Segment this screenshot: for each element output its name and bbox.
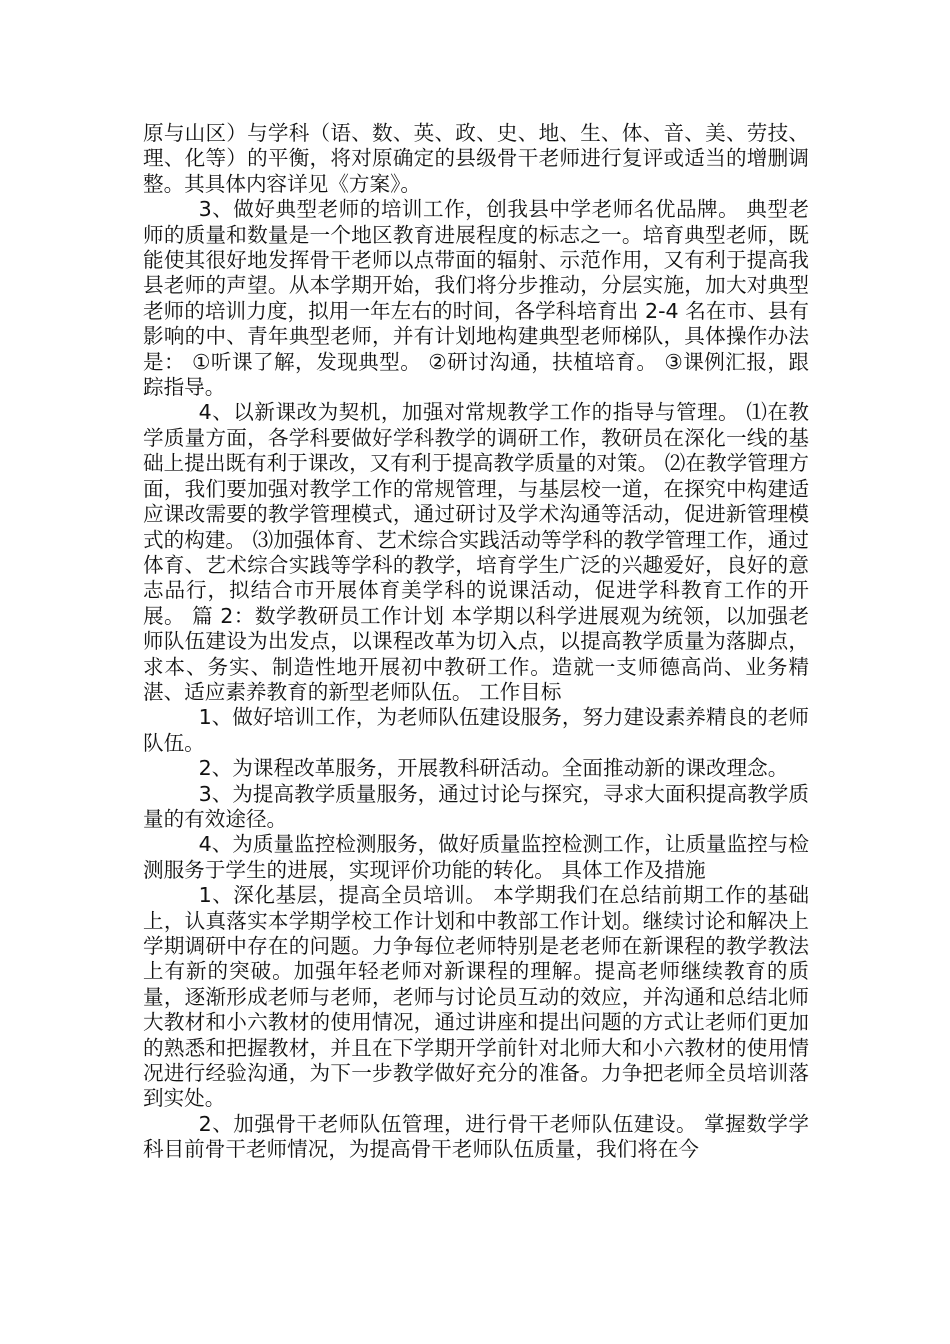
paragraph-goal-4: 4、为质量监控检测服务，做好质量监控检测工作，让质量监控与检测服务于学生的进展，实现评价功能的转化。 具体工作及措施: [143, 832, 809, 882]
paragraph-goal-2: 2、为课程改革服务，开展教科研活动。全面推动新的课改理念。: [198, 756, 789, 781]
paragraph-goal-3: 3、为提高教学质量服务，通过讨论与探究，寻求大面积提高教学质量的有效途径。: [143, 781, 809, 831]
paragraph-measure-1: 1、深化基层，提高全员培训。 本学期我们在总结前期工作的基础上，认真落实本学期学校工作计划和中教部工作计划。继续讨论和解决上学期调研中存在的问题。力争每位老师特别是老老师在新课程的教学教法上有新的突破。加强年轻老师对新课程的理解。提高老师继续教育的质量，逐渐形成老师与老师，老师与讨论员互动的效应，并沟通和总结北师大教材和小六教材的使用情况，通过讲座和提出问题的方式让老师们更加的熟悉和把握教材，并且在下学期开学前针对北师大和小六教材的使用情况进行经验沟通，为下一步教学做好充分的准备。力争把老师全员培训落到实处。: [143, 883, 809, 1111]
document-body: [143, 121, 809, 1163]
paragraph-measure-2: 2、加强骨干老师队伍管理，进行骨干老师队伍建设。 掌握数学学科目前骨干老师情况，为提高骨干老师队伍质量，我们将在今: [143, 1111, 809, 1162]
paragraph-continuation: 原与山区）与学科（语、数、英、政、史、地、生、体、音、美、劳技、理、化等）的平衡，将对原确定的县级骨干老师进行复评或适当的增删调整。其具体内容详见《方案》。: [143, 121, 809, 196]
paragraph-item-3-typical-teachers: 3、做好典型老师的培训工作，创我县中学老师名优品牌。 典型老师的质量和数量是一个地区教育进展程度的标志之一。培育典型老师，既能使其很好地发挥骨干老师以点带面的辐射、示范作用，又有利于提高我县老师的声望。从本学期开始，我们将分步推动，分层实施，加大对典型老师的培训力度，拟用一年左右的时间，各学科培育出 2-4 名在市、县有影响的中、青年典型老师，并有计划地构建典型老师梯队，具体操作办法是： ①听课了解，发现典型。 ②研讨沟通，扶植培育。 ③课例汇报，跟踪指导。: [143, 197, 809, 400]
paragraph-goal-1: 1、做好培训工作，为老师队伍建设服务，努力建设素养精良的老师队伍。: [143, 705, 809, 755]
paragraph-item-4-curriculum-reform: 4、以新课改为契机，加强对常规教学工作的指导与管理。 ⑴在教学质量方面，各学科要做好学科教学的调研工作，教研员在深化一线的基础上提出既有利于课改，又有利于提高教学质量的对策。 ⑵在教学管理方面，我们要加强对教学工作的常规管理，与基层校一道，在探究中构建适应课改需要的教学管理模式，通过研讨及学术沟通等活动，促进新管理模式的构建。 ⑶加强体育、艺术综合实践活动等学科的教学管理工作，通过体育、艺术综合实践等学科的教学，培育学生广泛的兴趣爱好，良好的意志品行，拟结合市开展体育美学科的说课活动，促进学科教育工作的开展。 篇 2：数学教研员工作计划 本学期以科学进展观为统领，以加强老师队伍建设为出发点，以课程改革为切入点，以提高教学质量为落脚点，求本、务实、制造性地开展初中教研工作。造就一支师德高尚、业务精湛、适应素养教育的新型老师队伍。 工作目标: [143, 400, 809, 704]
